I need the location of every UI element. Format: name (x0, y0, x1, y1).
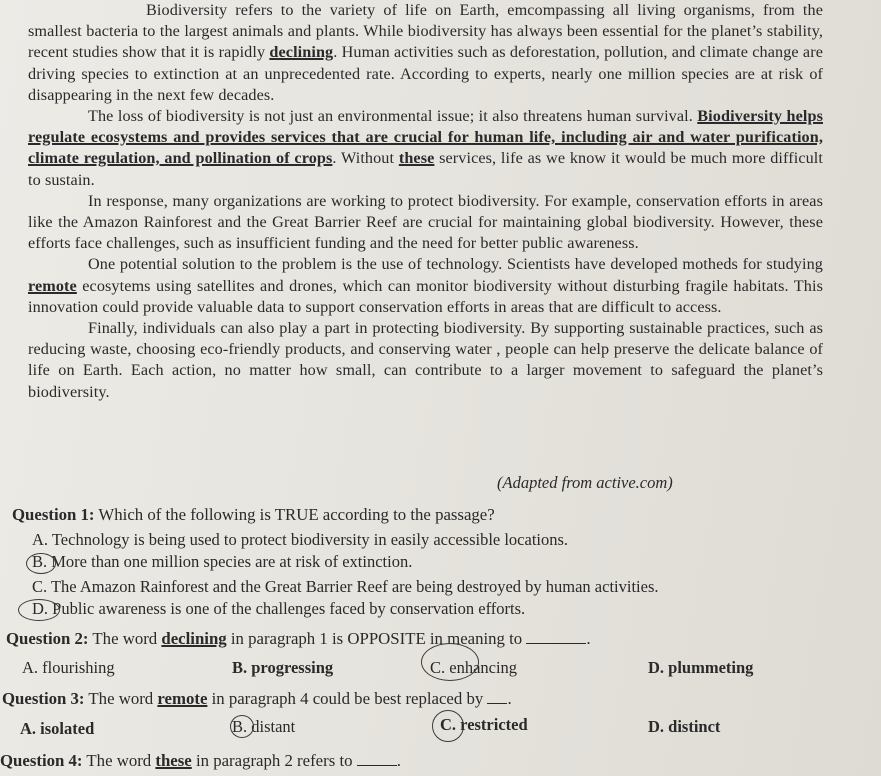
scribble-mark (421, 643, 479, 681)
q3-word: remote (157, 689, 208, 708)
question-3: Question 3: The word remote in paragraph 4 could be best replaced by . (2, 689, 512, 708)
answer-circle-mark (230, 715, 254, 738)
q3-option-b[interactable]: B. distant (232, 717, 296, 736)
paragraph-5: Finally, individuals can also play a part in protecting biodiversity. By supporting sustainable practices, such as reducing waste, choosing eco-friendly products, and conserving water , people can help preserve the delicate balance of life on Earth. Each action, no matter how small, can contribute to a larger movement to safeguard the planet’s biodiversity. (28, 319, 823, 401)
answer-blank[interactable] (357, 751, 397, 766)
pen-mark (18, 599, 60, 621)
underlined-word-declining: declining (269, 43, 334, 62)
reading-passage (28, 0, 823, 403)
question-1: Question 1: Which of the following is TRUE according to the passage? (12, 505, 495, 524)
q2-word: declining (161, 629, 227, 648)
answer-blank[interactable] (526, 629, 586, 644)
answer-blank[interactable] (487, 689, 507, 704)
q1-option-b[interactable]: B. More than one million species are at risk of extinction. (32, 552, 413, 571)
q2-option-c[interactable]: C. enhancing (430, 658, 518, 677)
paragraph-3: In response, many organizations are working to protect biodiversity. For example, conservation efforts in areas like the Amazon Rainforest and the Great Barrier Reef are crucial for maintaining global biodiversity. However, these efforts face challenges, such as insufficient funding and the need for better public awareness. (28, 191, 823, 253)
q2-option-a[interactable]: A. flourishing (22, 658, 115, 677)
q1-option-a[interactable]: A. Technology is being used to protect biodiversity in easily accessible locations. (32, 530, 569, 549)
q3-option-c[interactable]: C. restricted (440, 715, 528, 734)
answer-circle-mark (26, 553, 56, 574)
underlined-word-these: these (398, 149, 435, 168)
q3-option-a[interactable]: A. isolated (20, 719, 95, 738)
underlined-sentence: Biodiversity helps regulate ecosystems and provides services that are crucial for human life, including air and water purification, climate regulation, and pollination of crops (28, 107, 823, 168)
q3-option-d[interactable]: D. distinct (648, 717, 721, 736)
source-citation: (Adapted from active.com) (497, 473, 673, 492)
underlined-word-remote: remote (28, 276, 77, 295)
q2-option-d[interactable]: D. plummeting (648, 658, 754, 677)
q4-word: these (155, 751, 192, 770)
answer-circle-mark (432, 710, 464, 742)
paragraph-4: One potential solution to the problem is the use of technology. Scientists have developed motheds for studying remote ecosytems using satellites and drones, which can monitor biodiversity without disturbing fragile habitats. This innovation could provide valuable data to support conservation efforts in areas that are difficult to access. (28, 255, 823, 316)
q1-option-d[interactable]: D. Public awareness is one of the challenges faced by conservation efforts. (32, 599, 526, 618)
paragraph-1: Biodiversity refers to the variety of life on Earth, emcompassing all living organisms, from the smallest bacteria to the largest animals and plants. While biodiversity has always been essential for the planet’s stability, recent studies show that it is rapidly declining. Human activities such as deforestation, pollution, and climate change are driving species to extinction at an unprecedented rate. According to experts, nearly one million species are at risk of disappearing in the next few decades. (28, 1, 823, 104)
q2-option-b[interactable]: B. progressing (232, 658, 334, 677)
question-2: Question 2: The word declining in paragraph 1 is OPPOSITE in meaning to . (6, 629, 591, 648)
question-4: Question 4: The word these in paragraph 2 refers to . (0, 751, 401, 770)
q1-option-c[interactable]: C. The Amazon Rainforest and the Great Barrier Reef are being destroyed by human activities. (32, 577, 659, 596)
paragraph-2: The loss of biodiversity is not just an environmental issue; it also threatens human survival. Biodiversity helps regulate ecosystems and provides services that are crucial for human life, including air and water purification, climate regulation, and pollination of crops. Without these services, life as we know it would be much more difficult to sustain. (28, 107, 823, 189)
